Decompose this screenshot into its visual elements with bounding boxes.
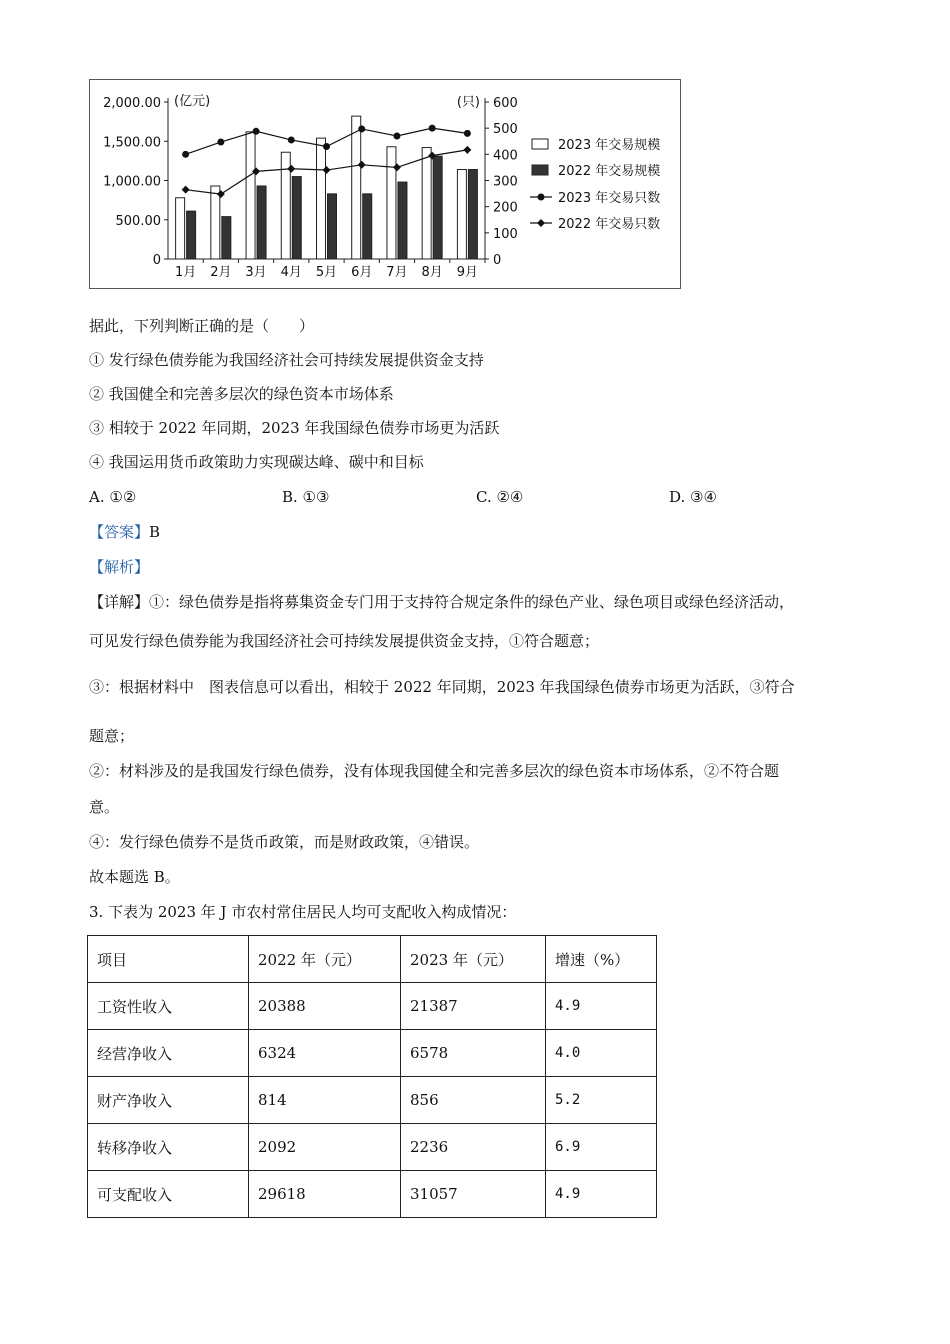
legend-marker-diamond <box>537 219 545 227</box>
right-tick-label: 600 <box>493 96 518 111</box>
x-tick-label: 3月 <box>245 265 267 280</box>
header-cell: 增速（%） <box>546 936 657 983</box>
income-table <box>87 935 657 1218</box>
option-b: B. ①③ <box>282 488 330 506</box>
count-2023-point <box>464 130 471 137</box>
bar-2023 <box>387 147 396 259</box>
x-tick-label: 9月 <box>456 265 479 280</box>
left-tick-label: 1,000.00 <box>103 174 161 190</box>
left-tick-label: 500.00 <box>115 213 161 229</box>
header-cell: 2023 年（元） <box>401 936 546 983</box>
chart-canvas <box>90 80 682 290</box>
table-cell: 21387 <box>401 983 546 1030</box>
answer-value: B <box>149 523 161 541</box>
table-cell: 2092 <box>249 1124 401 1171</box>
x-tick-label: 2月 <box>210 265 232 280</box>
right-tick-label: 0 <box>493 253 502 268</box>
left-tick-label: 0 <box>152 253 161 268</box>
analysis-label: 【解析】 <box>89 558 150 576</box>
legend-swatch-2023-bar <box>532 139 548 149</box>
table-cell: 6578 <box>401 1030 546 1077</box>
right-tick-label: 200 <box>493 200 518 216</box>
x-tick-label: 6月 <box>351 265 373 280</box>
bar-2022 <box>468 170 477 259</box>
table-cell: 5.2 <box>546 1077 657 1124</box>
bar-2022 <box>328 194 337 259</box>
table-cell: 工资性收入 <box>88 983 249 1030</box>
detail-line-1 <box>89 592 794 612</box>
x-tick-label: 5月 <box>315 265 338 280</box>
right-tick-label: 500 <box>493 122 518 138</box>
bar-2023 <box>422 148 431 259</box>
table-row <box>88 1077 657 1124</box>
count-2023-point <box>429 125 436 132</box>
table-cell: 经营净收入 <box>88 1030 249 1077</box>
question3-intro: 3. 下表为 2023 年 J 市农村常住居民人均可支配收入构成情况： <box>89 903 517 921</box>
detail-text-1: ①：绿色债券是指将募集资金专门用于支持符合规定条件的绿色产业、绿色项目或绿色经济活动， <box>149 593 795 611</box>
right-tick-label: 100 <box>493 226 518 242</box>
table-row <box>88 983 657 1030</box>
table-cell: 6.9 <box>546 1124 657 1171</box>
detail-line-8: 故本题选 B。 <box>89 868 180 886</box>
detail-label: 【详解】 <box>89 593 150 611</box>
bar-2022 <box>292 177 301 259</box>
statement-2: ② 我国健全和完善多层次的绿色资本市场体系 <box>89 385 394 403</box>
table-cell: 转移净收入 <box>88 1124 249 1171</box>
left-tick-label: 1,500.00 <box>103 135 161 151</box>
header-cell: 2022 年（元） <box>249 936 401 983</box>
table-cell: 29618 <box>249 1171 401 1218</box>
right-tick-label: 400 <box>493 148 518 164</box>
left-axis-label: (亿元) <box>174 94 211 109</box>
table-cell: 856 <box>401 1077 546 1124</box>
bar-2022 <box>187 211 196 259</box>
bar-2022 <box>363 194 372 259</box>
legend-swatch-2022-bar <box>532 165 548 175</box>
bar-2023 <box>317 138 326 259</box>
count-2023-point <box>358 125 365 132</box>
count-2023-point <box>323 143 330 150</box>
answer-line <box>89 522 160 542</box>
table-cell: 财产净收入 <box>88 1077 249 1124</box>
statement-1: ① 发行绿色债券能为我国经济社会可持续发展提供资金支持 <box>89 351 484 369</box>
count-2023-point <box>253 128 260 135</box>
right-tick-label: 300 <box>493 174 518 190</box>
table-cell: 2236 <box>401 1124 546 1171</box>
option-d: D. ③④ <box>669 488 717 506</box>
option-a: A. ①② <box>89 488 137 506</box>
table-cell: 4.9 <box>546 1171 657 1218</box>
x-tick-label: 4月 <box>280 265 302 280</box>
legend-label: 2022 年交易规模 <box>558 164 661 179</box>
table-row <box>88 1030 657 1077</box>
bar-2022 <box>222 217 231 259</box>
option-c: C. ②④ <box>476 488 524 506</box>
count-2023-point <box>217 139 224 146</box>
bar-2023 <box>211 186 220 259</box>
detail-line-3: ③：根据材料中 图表信息可以看出，相较于 2022 年同期，2023 年我国绿色债券市场更为活跃，③符合 <box>89 678 795 696</box>
table-cell: 可支配收入 <box>88 1171 249 1218</box>
detail-line-5: ②：材料涉及的是我国发行绿色债券，没有体现我国健全和完善多层次的绿色资本市场体系，②不符合题 <box>89 762 780 780</box>
legend-label: 2023 年交易只数 <box>558 191 661 206</box>
header-cell: 项目 <box>88 936 249 983</box>
table-cell: 4.9 <box>546 983 657 1030</box>
table-row <box>88 1124 657 1171</box>
bar-2022 <box>257 186 266 259</box>
statement-3: ③ 相较于 2022 年同期，2023 年我国绿色债券市场更为活跃 <box>89 419 500 437</box>
x-tick-label: 1月 <box>174 265 197 280</box>
table-cell: 20388 <box>249 983 401 1030</box>
bar-2023 <box>352 116 361 259</box>
right-axis-label: (只) <box>456 95 480 110</box>
count-2022-point <box>463 146 471 154</box>
table-cell: 6324 <box>249 1030 401 1077</box>
legend-label: 2023 年交易规模 <box>558 138 661 153</box>
question-prompt: 据此，下列判断正确的是（ ） <box>89 317 315 335</box>
table-cell: 31057 <box>401 1171 546 1218</box>
count-2022-point <box>182 186 190 194</box>
left-tick-label: 2,000.00 <box>103 96 161 111</box>
bar-2022 <box>433 156 442 259</box>
detail-line-7: ④：发行绿色债券不是货币政策，而是财政政策，④错误。 <box>89 833 480 851</box>
bar-2023 <box>246 132 255 259</box>
count-2023-point <box>182 151 189 158</box>
legend-marker-circle <box>538 194 545 201</box>
detail-line-4: 题意； <box>89 727 135 745</box>
table-cell: 4.0 <box>546 1030 657 1077</box>
count-2023-point <box>288 136 295 143</box>
count-2023-point <box>393 133 400 140</box>
bar-2023 <box>176 198 185 259</box>
legend-label: 2022 年交易只数 <box>558 217 661 232</box>
answer-label: 【答案】 <box>89 523 150 541</box>
detail-line-2: 可见发行绿色债券能为我国经济社会可持续发展提供资金支持，①符合题意； <box>89 632 600 650</box>
bar-2023 <box>457 170 466 259</box>
green-bond-chart <box>89 79 681 289</box>
table-header-row <box>88 936 657 983</box>
table-cell: 814 <box>249 1077 401 1124</box>
detail-line-6: 意。 <box>89 798 120 816</box>
x-tick-label: 7月 <box>386 265 408 280</box>
x-tick-label: 8月 <box>421 265 443 280</box>
table-row <box>88 1171 657 1218</box>
bar-2022 <box>398 182 407 259</box>
statement-4: ④ 我国运用货币政策助力实现碳达峰、碳中和目标 <box>89 453 424 471</box>
